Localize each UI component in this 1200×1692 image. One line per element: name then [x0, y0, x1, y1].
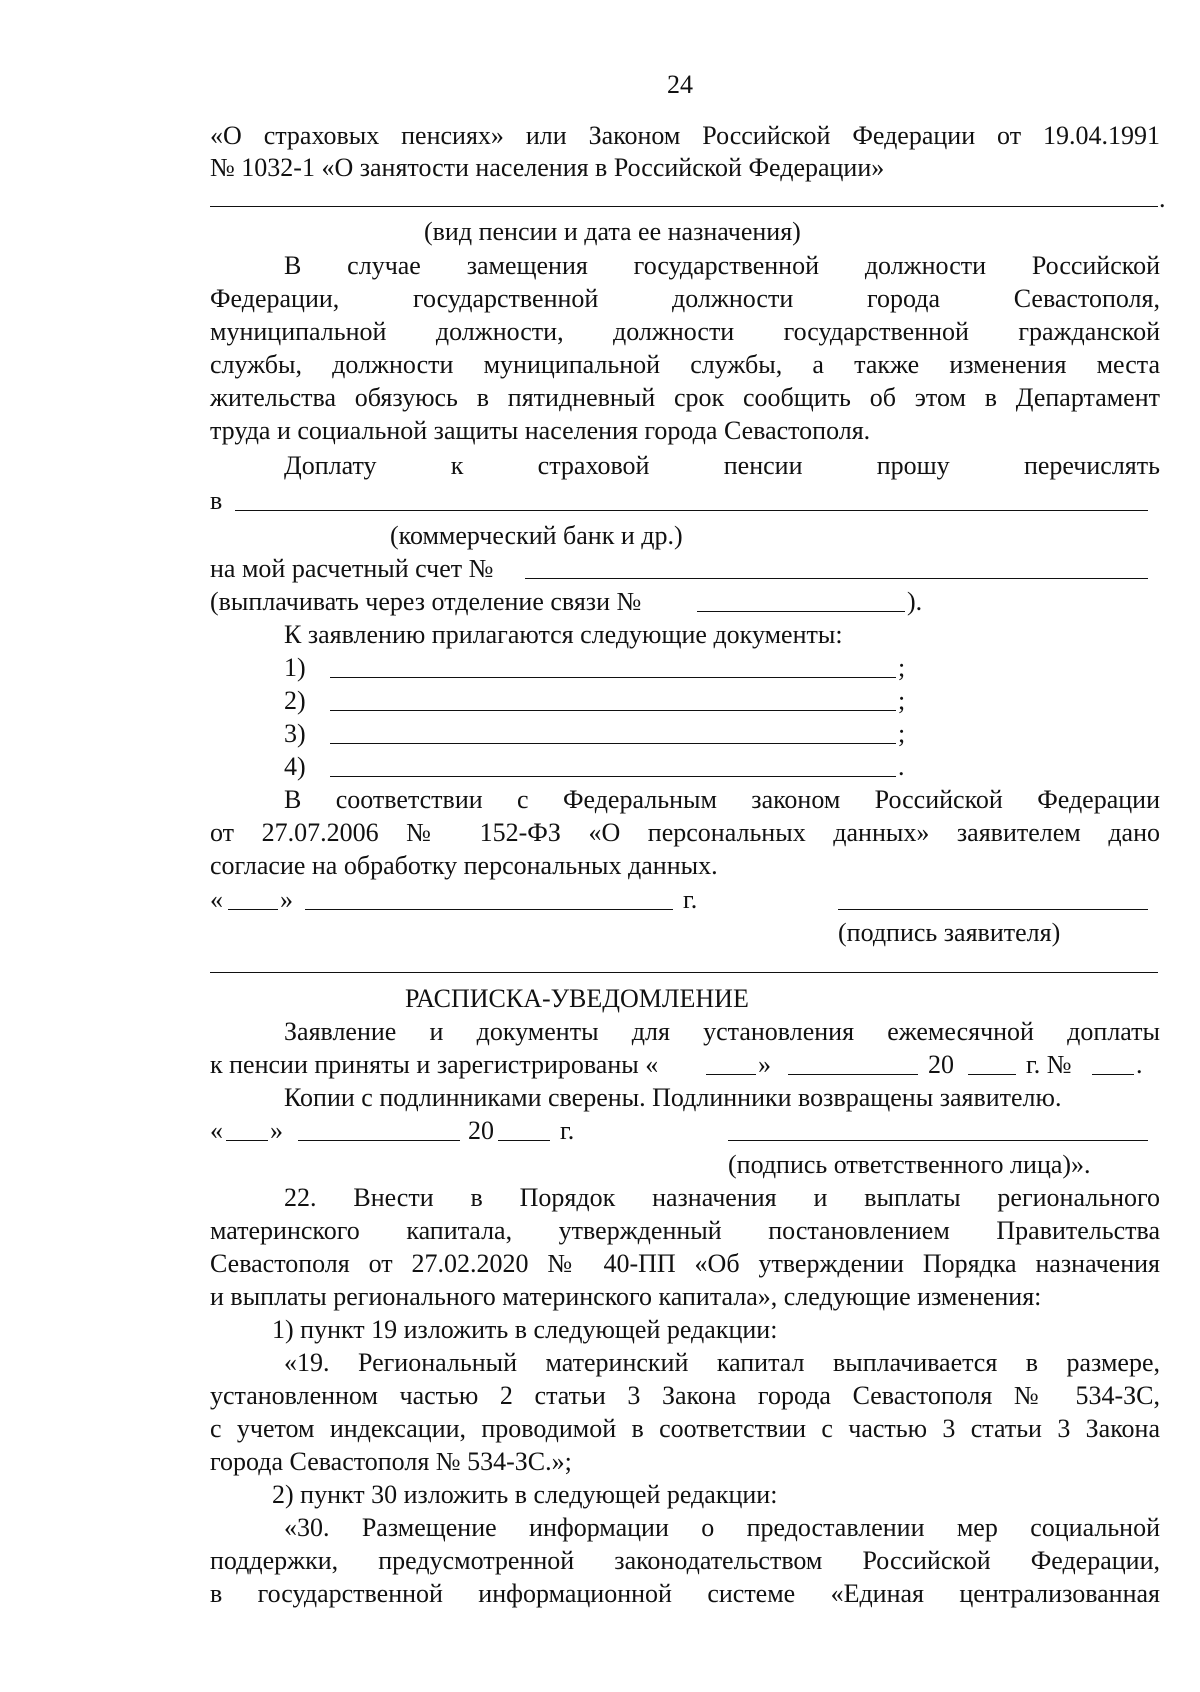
receipt-return-year-suffix: г. — [560, 1116, 575, 1145]
consent-line-1: В соответствии с Федеральным законом Российской Федерации — [284, 785, 1160, 814]
bank-caption: (коммерческий банк и др.) — [390, 521, 683, 550]
section22-line-3: Севастополя от 27.02.2020 № 40-ПП «Об утверждении Порядка назначения — [210, 1249, 1160, 1278]
quote19-line-2: установленном частью 2 статьи 3 Закона города Севастополя № 534-ЗС, — [210, 1381, 1160, 1410]
receipt-line-1: Заявление и документы для установления ежемесячной доплаты — [284, 1017, 1160, 1046]
receipt-registered-text: к пенсии приняты и зарегистрированы « — [210, 1050, 659, 1079]
document-item-3-blank[interactable] — [330, 743, 896, 744]
quote19-line-3: с учетом индексации, проводимой в соответствии с частью 3 статьи 3 Закона — [210, 1414, 1160, 1443]
document-item-2-blank[interactable] — [330, 710, 896, 711]
receipt-return-year-prefix: 20 — [468, 1116, 494, 1145]
receipt-year-blank[interactable] — [968, 1074, 1016, 1075]
receipt-month-blank[interactable] — [788, 1074, 918, 1075]
intro-blank-end: . — [1159, 184, 1166, 213]
receipt-line-3: Копии с подлинниками сверены. Подлинники возвращены заявителю. — [284, 1083, 1062, 1112]
document-item-4-number: 4) — [284, 752, 306, 781]
page-number: 24 — [667, 70, 693, 99]
receipt-number-label: г. № — [1026, 1050, 1072, 1079]
responsible-signature-caption: (подпись ответственного лица)». — [728, 1150, 1091, 1179]
section22-point-1: 1) пункт 19 изложить в следующей редакции: — [272, 1315, 778, 1344]
receipt-separator-line — [210, 972, 1158, 973]
pension-type-caption: (вид пенсии и дата ее назначения) — [424, 217, 801, 246]
quote19-line-1: «19. Региональный материнский капитал выплачивается в размере, — [284, 1348, 1160, 1377]
document-item-1-end: ; — [898, 653, 906, 682]
quote30-line-1: «30. Размещение информации о предоставлении мер социальной — [284, 1513, 1160, 1542]
consent-year-suffix: г. — [683, 885, 698, 914]
quote19-line-4: города Севастополя № 534-ЗС.»; — [210, 1447, 572, 1476]
document-item-4-blank[interactable] — [330, 776, 896, 777]
consent-line-3: согласие на обработку персональных данных. — [210, 851, 718, 880]
account-label: на мой расчетный счет № — [210, 554, 494, 583]
document-item-3-end: ; — [898, 719, 906, 748]
section22-line-2: материнского капитала, утвержденный постановлением Правительства — [210, 1216, 1160, 1245]
document-item-1-number: 1) — [284, 653, 306, 682]
consent-date-quote-close: » — [280, 885, 293, 914]
applicant-signature-caption: (подпись заявителя) — [838, 918, 1061, 947]
consent-day-blank[interactable] — [228, 909, 278, 910]
quote30-line-2: поддержки, предусмотренной законодательством Российской Федерации, — [210, 1546, 1160, 1575]
section22-point-2: 2) пункт 30 изложить в следующей редакции: — [272, 1480, 778, 1509]
post-office-label: (выплачивать через отделение связи № — [210, 587, 642, 616]
intro-line-2: № 1032-1 «О занятости населения в Российской Федерации» — [210, 153, 885, 182]
receipt-date-quote-open: « — [210, 1116, 223, 1145]
consent-date-quote-open: « — [210, 885, 223, 914]
notice-line-2: Федерации, государственной должности города Севастополя, — [210, 284, 1160, 313]
section22-line-1: 22. Внести в Порядок назначения и выплаты регионального — [284, 1183, 1160, 1212]
receipt-return-year-blank[interactable] — [498, 1140, 550, 1141]
applicant-signature-blank[interactable] — [838, 909, 1148, 910]
receipt-number-end: . — [1136, 1050, 1143, 1079]
document-item-2-number: 2) — [284, 686, 306, 715]
payment-line-1: Доплату к страховой пенсии прошу перечислять — [284, 451, 1160, 480]
documents-heading: К заявлению прилагаются следующие документы: — [284, 620, 843, 649]
consent-month-year-blank[interactable] — [305, 909, 673, 910]
receipt-year-prefix: 20 — [928, 1050, 954, 1079]
notice-line-3: муниципальной должности, должности государственной гражданской — [210, 317, 1160, 346]
receipt-number-blank[interactable] — [1092, 1074, 1134, 1075]
receipt-return-day-blank[interactable] — [226, 1140, 268, 1141]
document-item-2-end: ; — [898, 686, 906, 715]
receipt-date-quote-close: » — [270, 1116, 283, 1145]
notice-line-4: службы, должности муниципальной службы, а также изменения места — [210, 350, 1160, 379]
consent-line-2: от 27.07.2006 № 152-ФЗ «О персональных данных» заявителем дано — [210, 818, 1160, 847]
notice-line-1: В случае замещения государственной должности Российской — [284, 251, 1160, 280]
document-item-4-end: . — [898, 752, 905, 781]
bank-name-blank[interactable] — [235, 510, 1148, 511]
receipt-title: РАСПИСКА-УВЕДОМЛЕНИЕ — [405, 984, 749, 1013]
document-item-1-blank[interactable] — [330, 677, 896, 678]
post-office-end: ). — [907, 587, 923, 616]
account-number-blank[interactable] — [525, 578, 1148, 579]
notice-line-5: жительства обязуюсь в пятидневный срок сообщить об этом в Департамент — [210, 383, 1160, 412]
quote30-line-3: в государственной информационной системе «Единая централизованная — [210, 1579, 1160, 1608]
receipt-quote-close: » — [758, 1050, 771, 1079]
section22-line-4: и выплаты регионального материнского капитала», следующие изменения: — [210, 1282, 1042, 1311]
post-office-number-blank[interactable] — [697, 611, 905, 612]
receipt-day-blank[interactable] — [706, 1074, 756, 1075]
receipt-return-month-blank[interactable] — [298, 1140, 460, 1141]
document-item-3-number: 3) — [284, 719, 306, 748]
responsible-signature-blank[interactable] — [728, 1140, 1148, 1141]
notice-line-6: труда и социальной защиты населения города Севастополя. — [210, 416, 871, 445]
intro-line-1: «О страховых пенсиях» или Законом Российской Федерации от 19.04.1991 — [210, 121, 1160, 150]
payment-prefix-v: в — [210, 486, 223, 515]
pension-type-blank[interactable] — [210, 206, 1158, 207]
